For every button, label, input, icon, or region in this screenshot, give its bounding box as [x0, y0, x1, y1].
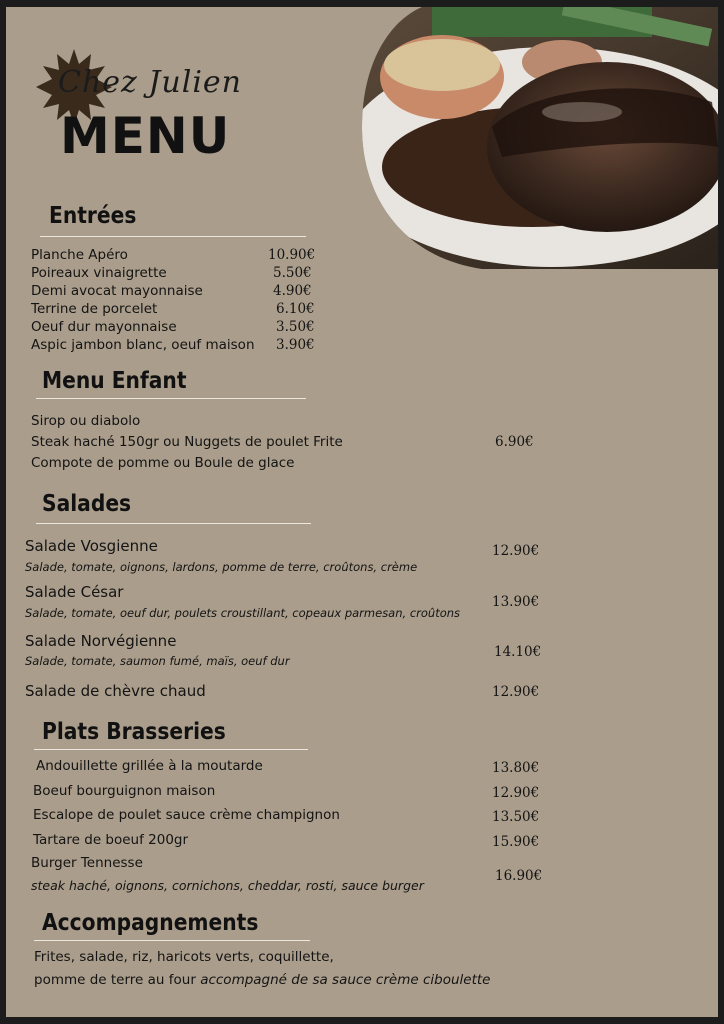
entree-item-price: 3.90€ [276, 337, 315, 353]
divider [36, 523, 311, 524]
salade-price: 14.10€ [494, 644, 542, 660]
plat-name: Andouillette grillée à la moutarde [36, 758, 263, 774]
plat-price: 13.80€ [492, 760, 540, 776]
plat-name: Boeuf bourguignon maison [33, 783, 216, 799]
accompagnements-heading: Accompagnements [42, 910, 259, 936]
salade-price: 12.90€ [492, 684, 540, 700]
restaurant-name: Chez Julien [58, 65, 242, 100]
plats-heading: Plats Brasseries [42, 719, 226, 745]
divider [40, 236, 306, 237]
enfant-price: 6.90€ [495, 434, 534, 450]
entree-item-price: 3.50€ [276, 319, 315, 335]
salade-name: Salade Norvégienne [25, 632, 177, 650]
divider [34, 940, 310, 941]
plat-name: Escalope de poulet sauce crème champignon [33, 807, 340, 823]
enfant-line: Sirop ou diabolo [31, 413, 141, 429]
accompagnements-line: Frites, salade, riz, haricots verts, coquillette, [34, 949, 334, 965]
entree-item-price: 4.90€ [273, 283, 312, 299]
divider [34, 749, 308, 750]
entree-item-name: Demi avocat mayonnaise [31, 283, 203, 299]
entree-item-price: 6.10€ [276, 301, 315, 317]
accompagnements-line [34, 972, 490, 988]
salade-price: 13.90€ [492, 594, 540, 610]
salade-price: 12.90€ [492, 543, 540, 559]
entree-item-name: Terrine de porcelet [31, 301, 158, 317]
plat-description: steak haché, oignons, cornichons, cheddar, rosti, sauce burger [31, 878, 424, 893]
plat-name: Tartare de boeuf 200gr [33, 832, 189, 848]
divider [36, 398, 306, 399]
plat-price: 15.90€ [492, 834, 540, 850]
salade-description: Salade, tomate, oignons, lardons, pomme de terre, croûtons, crème [25, 560, 418, 574]
salade-name: Salade César [25, 583, 124, 601]
accompagnements-italic: accompagné de sa sauce crème ciboulette [200, 972, 491, 988]
salade-name: Salade Vosgienne [25, 537, 158, 555]
menu-page [6, 7, 718, 1017]
enfant-line: Steak haché 150gr ou Nuggets de poulet Frite [31, 434, 343, 450]
plat-price: 13.50€ [492, 809, 540, 825]
accompagnements-plain: pomme de terre au four [34, 972, 201, 988]
entree-item-name: Poireaux vinaigrette [31, 265, 167, 281]
plat-price: 12.90€ [492, 785, 540, 801]
steak-dish-photo [362, 7, 718, 269]
menu-title: MENU [60, 107, 231, 165]
entree-item-name: Oeuf dur mayonnaise [31, 319, 177, 335]
menu-enfant-heading: Menu Enfant [42, 368, 187, 394]
entree-item-price: 10.90€ [268, 247, 316, 263]
salades-heading: Salades [42, 491, 132, 517]
entrees-heading: Entrées [49, 203, 137, 229]
salade-description: Salade, tomate, oeuf dur, poulets croustillant, copeaux parmesan, croûtons [25, 606, 461, 620]
plat-price: 16.90€ [495, 868, 543, 884]
salade-name: Salade de chèvre chaud [25, 682, 206, 700]
entree-item-name: Aspic jambon blanc, oeuf maison [31, 337, 255, 353]
salade-description: Salade, tomate, saumon fumé, maïs, oeuf dur [25, 654, 290, 668]
entree-item-price: 5.50€ [273, 265, 312, 281]
entree-item-name: Planche Apéro [31, 247, 128, 263]
enfant-line: Compote de pomme ou Boule de glace [31, 455, 295, 471]
plat-name: Burger Tennesse [31, 855, 143, 871]
